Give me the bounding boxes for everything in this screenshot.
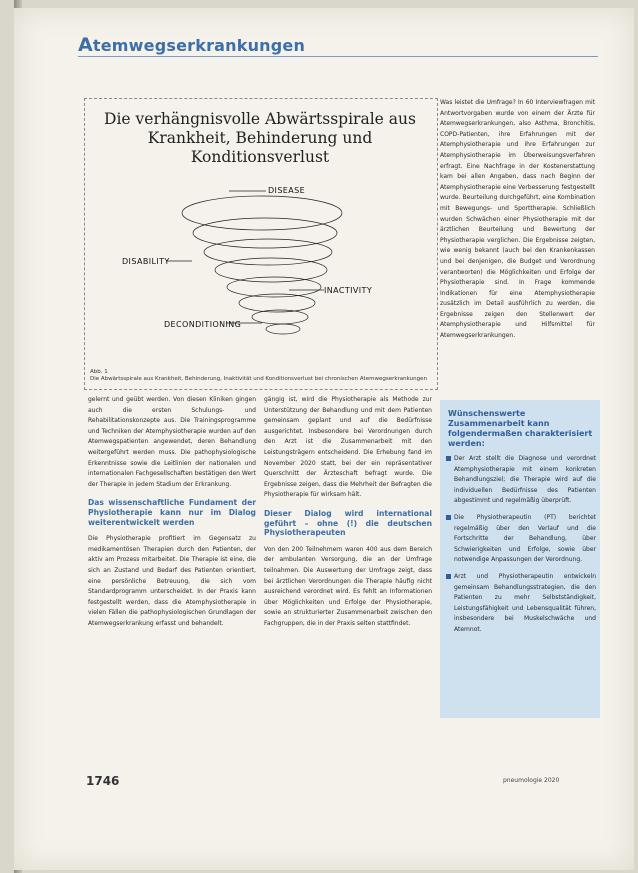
paragraph: gängig ist, wird die Physiotherapie als Methode zur Unterstützung der Behandlung und mit dem Patienten gemeinsam geplant und auf die Bedürfnisse ausgerichtet. Insbesondere bei Verordnungen durch den Arzt ist die Zusammenarbeit mit den Leistungsträgern entscheidend. Die Erhebung fand im November 2020 statt, bei der ein repräsentativer Querschnitt der Ärzteschaft befragt wurde. Die Ergebnisse zeigen, dass die Mehrheit der Befragten die Physiotherapie für wirksam hält. — [264, 396, 432, 499]
list-item — [446, 572, 596, 636]
column-left — [88, 395, 256, 629]
figure-caption: Die Abwärtsspirale aus Krankheit, Behinderung, Inaktivität und Konditionsverlust bei chronischen Atemwegserkrankungen — [90, 376, 427, 382]
column-right-top — [440, 98, 595, 342]
figure-title-line: Krankheit, Behinderung und — [147, 129, 373, 147]
list-item — [446, 454, 596, 507]
figure-title-line: Konditionsverlust — [190, 148, 330, 166]
subheading: Das wissenschaftliche Fundament der Physiotherapie kann nur im Dialog weiterentwickelt werden — [88, 498, 256, 527]
bullet-square-icon — [446, 515, 451, 520]
page-number: 1746 — [86, 774, 120, 788]
footer-journal: pneumologie 2020 — [503, 777, 560, 784]
figure-caption-label: Abb. 1 — [90, 369, 108, 375]
column-middle — [264, 395, 432, 629]
list-item-text: Arzt und Physiotherapeutin entwickeln gemeinsam Behandlungsstrategien, die den Patienten zu mehr Selbstständigkeit, Leistungsfähigkeit und Lebensqualität führen, insbesondere bei Muskelschwäche und Atemnot. — [454, 572, 596, 633]
label-disease: DISEASE — [268, 186, 306, 195]
section-title-initial: A — [78, 34, 93, 56]
section-title — [78, 34, 305, 56]
bullet-square-icon — [446, 574, 451, 579]
label-deconditioning: DECONDITIONING — [164, 320, 242, 329]
figure-title-line: Die verhängnisvolle Abwärtsspirale aus — [104, 110, 416, 128]
list-item-text: Die Physiotherapeutin (PT) berichtet regelmäßig über den Verlauf und die Fortschritte der Behandlung, über Schwierigkeiten und Erfolge, sowie über notwendige Anpassungen der Verordnung. — [454, 513, 596, 564]
subheading: Dieser Dialog wird international geführt – ohne (!) die deutschen Physiotherapeuten — [264, 508, 432, 538]
figure-title — [84, 110, 436, 167]
label-disability: DISABILITY — [122, 257, 170, 266]
paragraph: gelernt und geübt werden. Von diesen Kliniken gingen auch die ersten Schulungs- und Rehabilitationskonzepte aus. Die Trainingsprogramme und Techniken der Atemphysiotherapie wurden auf den Atemwegspatienten angewendet, deren Behandlung weitergeführt werden muss. Die pathophysiologische Erkenntnisse sowie die Leitlinien der nationalen und internationalen Fachgesellschaften bestätigen den Wert der Therapie in jedem Stadium der Erkrankung. — [88, 396, 256, 488]
downward-spiral-diagram — [84, 175, 436, 345]
bullet-square-icon — [446, 456, 451, 461]
paragraph: Von den 200 Teilnehmern waren 400 aus dem Bereich der ambulanten Versorgung, die an der Umfrage teilnahmen. Die Auswertung der Umfrage zeigt, dass bei ärztlichen Verordnungen die Therapie häufig nicht ausreichend verordnet wird. Es fehlt an Informationen über Möglichkeiten und Erfolge der Physiotherapie, sowie an strukturierter Zusammenarbeit zwischen den Fachgruppen, die in der Praxis selten stattfindet. — [264, 545, 432, 627]
paragraph: Was leistet die Umfrage? In 60 Interviewfragen mit Antwortvorgaben wurde von einem der Ärzte für Atemwegserkrankungen, also Asthma, Bronchitis, COPD-Patienten, ihre Erfahrungen mit der Atemphysiotherapie und ihre Erfahrungen zur Atemphysiotherapie im Überweisungsverfahren erfragt. Eine Nachfrage in der Kostenerstattung kam bei allen Angaben, dass nach Beginn der Atemphysiotherapie eine Verbesserung festgestellt wurde. Beurteilung durchgeführt, eine Kombination mit Bewegungs- und Sporttherapie. Schließlich wurden Schwächen einer Physiotherapie mit der ärztlichen Beurteilung und Bewertung der Physiotherapie verglichen. Die Ergebnisse zeigten, wie wenig bekannt (auch bei den Krankenkassen und bei denjenigen, die Budget und Verordnung verantworten) die Möglichkeiten und Erfolge der Physiotherapie sind. In Frage kommende Indikationen für eine Atemphysiotherapie zusätzlich im Detail ausführlich zu werden, die Ergebnisse zeigen den Stellenwert der Atemphysiotherapie und Hilfsmittel für Atemwegserkrankungen. — [440, 99, 595, 340]
info-box-heading: Wünschenswerte Zusammenarbeit kann folgendermaßen charakterisiert werden: — [448, 409, 593, 448]
list-item — [446, 513, 596, 566]
info-box-list — [446, 454, 596, 642]
section-title-rest: temwegserkrankungen — [92, 36, 306, 55]
list-item-text: Der Arzt stellt die Diagnose und verordnet Atemphysiotherapie mit einem konkreten Behandlungsziel; die Therapie wird auf die individuellen Bedürfnisse des Patienten abgestimmt und regelmäßig überprüft. — [454, 455, 596, 505]
paragraph: Die Physiotherapie profitiert im Gegensatz zu medikamentösen Therapien durch den Patienten, der aktiv am Prozess mitarbeitet. Die Therapie ist eine, die sich an Zustand und Bedarf des Patienten orientiert, eine persönliche Betreuung, die sich vom Standardprogramm unterscheidet. In der Praxis kann festgestellt werden, dass die Atemphysiotherapie in vielen Fällen die pathophysiologischen Grundlagen der Atemwegserkrankung erfasst und behandelt. — [88, 535, 256, 627]
label-inactivity: INACTIVITY — [324, 286, 373, 295]
section-title-rule — [78, 56, 598, 57]
